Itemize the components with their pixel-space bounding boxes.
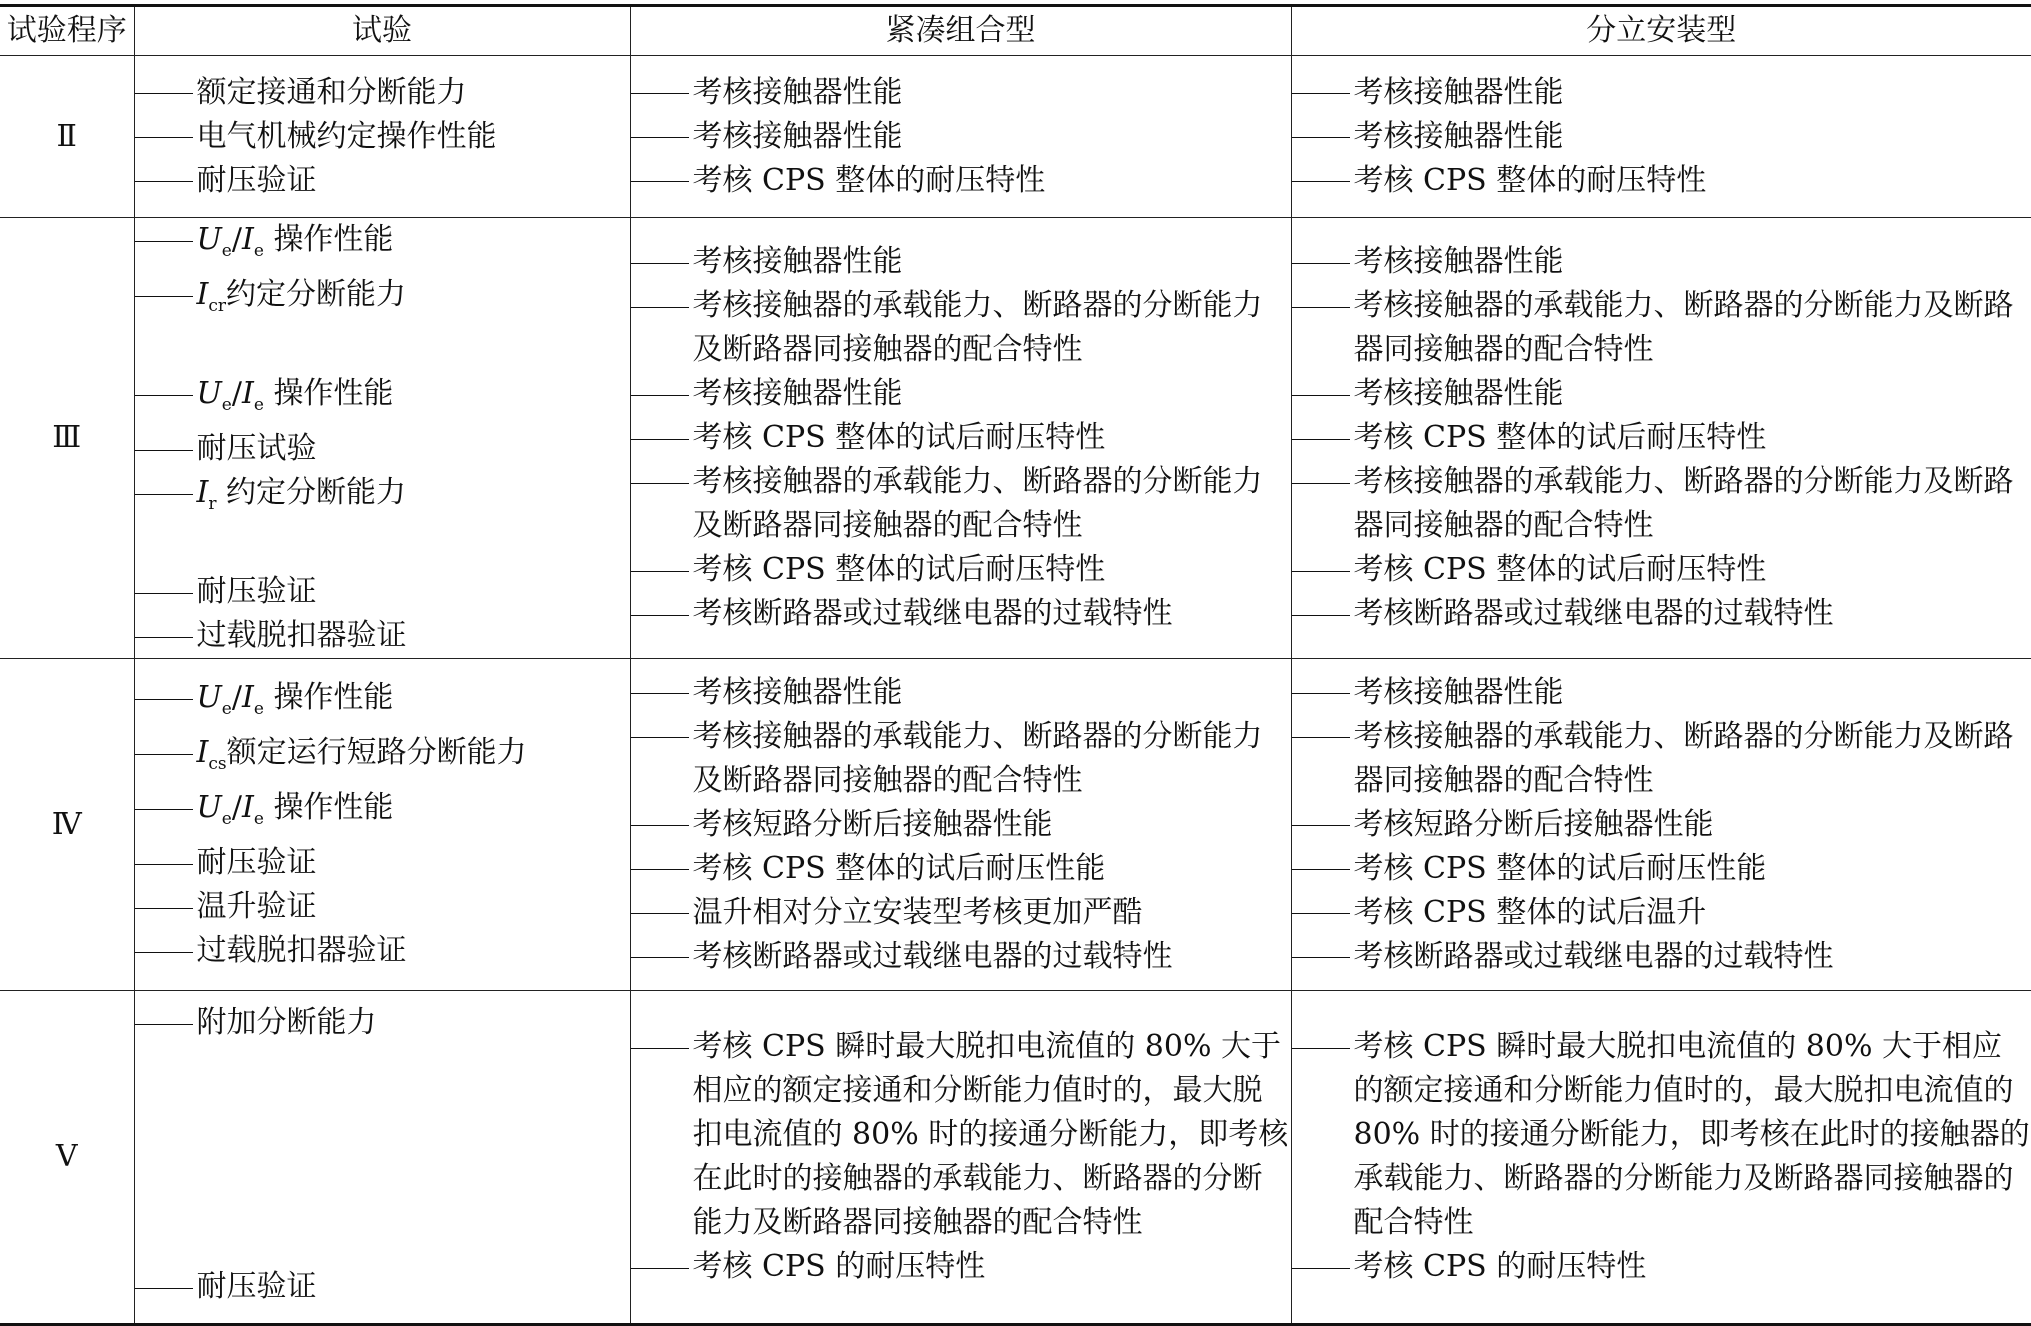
test-item: 电气机械约定操作性能 [135,115,630,159]
separate-item: 考核 CPS 整体的耐压特性 [1292,159,2031,203]
procedure-cell: Ⅳ [0,659,134,991]
dash-mark [135,372,197,416]
test-item: $I_{cs}$额定运行短路分断能力 [135,731,630,786]
test-item: 耐压验证 [135,570,630,614]
dash-mark [1292,284,1354,328]
table-row [0,56,2031,218]
dash-mark [1292,935,1354,979]
dash-mark [135,273,197,317]
dash-mark [135,471,197,515]
compact-item: 考核接触器性能 [631,71,1291,115]
dash-mark [631,372,693,416]
test-item: 耐压验证 [135,841,630,885]
dash-mark [631,715,693,759]
dash-mark [631,240,693,284]
dash-mark [1292,891,1354,935]
dash-mark [135,218,197,262]
separate-item: 考核接触器的承载能力、断路器的分断能力及断路器同接触器的配合特性 [1292,460,2031,548]
separate-item: 考核接触器的承载能力、断路器的分断能力及断路器同接触器的配合特性 [1292,715,2031,803]
test-item: 耐压验证 [135,1265,630,1309]
separate-item: 考核断路器或过载继电器的过载特性 [1292,592,2031,636]
dash-mark [631,460,693,504]
tests-cell [134,991,630,1325]
compact-item: 考核 CPS 整体的试后耐压特性 [631,416,1291,460]
dash-mark [631,935,693,979]
dash-mark [135,885,197,929]
header-separate: 分立安装型 [1291,6,2031,56]
dash-mark [1292,803,1354,847]
test-item: 耐压试验 [135,427,630,471]
compact-item: 考核接触器的承载能力、断路器的分断能力及断路器同接触器的配合特性 [631,284,1291,372]
dash-mark [135,1001,197,1045]
test-item: $U_e/I_e$ 操作性能 [135,372,630,427]
header-procedure: 试验程序 [0,6,134,56]
test-item: 附加分断能力 [135,1001,630,1045]
dash-mark [631,159,693,203]
table-row [0,659,2031,991]
compact-item: 考核 CPS 的耐压特性 [631,1245,1291,1289]
procedure-cell: Ⅱ [0,56,134,218]
test-item: 耐压验证 [135,159,630,203]
compact-item: 考核接触器性能 [631,671,1291,715]
test-item: $U_e/I_e$ 操作性能 [135,676,630,731]
test-item: 过载脱扣器验证 [135,614,630,658]
table-row [0,991,2031,1325]
dash-mark [1292,460,1354,504]
compact-item: 考核接触器的承载能力、断路器的分断能力及断路器同接触器的配合特性 [631,460,1291,548]
dash-mark [631,891,693,935]
dash-mark [1292,548,1354,592]
compact-cell [630,218,1291,659]
separate-cell [1291,659,2031,991]
dash-mark [631,1025,693,1069]
dash-mark [1292,115,1354,159]
dash-mark [1292,71,1354,115]
dash-mark [1292,240,1354,284]
test-item: $I_r$ 约定分断能力 [135,471,630,526]
compact-item: 考核 CPS 整体的试后耐压特性 [631,548,1291,592]
compact-cell [630,659,1291,991]
dash-mark [135,614,197,658]
dash-mark [631,847,693,891]
test-item: $I_{cr}$约定分断能力 [135,273,630,328]
dash-mark [135,929,197,973]
compact-cell [630,991,1291,1325]
separate-item: 考核 CPS 整体的试后耐压性能 [1292,847,2031,891]
dash-mark [135,71,197,115]
dash-mark [135,841,197,885]
dash-mark [135,159,197,203]
header-row [0,6,2031,56]
dash-mark [1292,1025,1354,1069]
tests-cell [134,218,630,659]
compact-item: 考核接触器性能 [631,372,1291,416]
dash-mark [1292,715,1354,759]
compact-item: 考核接触器性能 [631,115,1291,159]
dash-mark [631,1245,693,1289]
compact-item: 考核 CPS 整体的试后耐压性能 [631,847,1291,891]
separate-item: 考核断路器或过载继电器的过载特性 [1292,935,2031,979]
dash-mark [631,416,693,460]
cps-test-table [0,4,2031,1326]
compact-item: 考核短路分断后接触器性能 [631,803,1291,847]
dash-mark [135,1265,197,1309]
separate-item: 考核 CPS 整体的试后温升 [1292,891,2031,935]
dash-mark [631,671,693,715]
separate-cell [1291,218,2031,659]
separate-cell [1291,991,2031,1325]
compact-item: 温升相对分立安装型考核更加严酷 [631,891,1291,935]
dash-mark [1292,416,1354,460]
dash-mark [1292,592,1354,636]
separate-item: 考核接触器性能 [1292,71,2031,115]
separate-item: 考核接触器性能 [1292,372,2031,416]
dash-mark [135,427,197,471]
compact-cell [630,56,1291,218]
procedure-cell: Ⅴ [0,991,134,1325]
dash-mark [1292,372,1354,416]
test-item: 额定接通和分断能力 [135,71,630,115]
separate-item: 考核 CPS 的耐压特性 [1292,1245,2031,1289]
dash-mark [631,803,693,847]
test-item: 过载脱扣器验证 [135,929,630,973]
test-item: $U_e/I_e$ 操作性能 [135,786,630,841]
separate-item: 考核接触器的承载能力、断路器的分断能力及断路器同接触器的配合特性 [1292,284,2031,372]
header-test: 试验 [134,6,630,56]
separate-item: 考核接触器性能 [1292,671,2031,715]
test-item: $U_e/I_e$ 操作性能 [135,218,630,273]
test-item: 温升验证 [135,885,630,929]
dash-mark [135,570,197,614]
dash-mark [631,548,693,592]
dash-mark [1292,671,1354,715]
dash-mark [1292,847,1354,891]
dash-mark [135,731,197,775]
dash-mark [631,284,693,328]
separate-item: 考核短路分断后接触器性能 [1292,803,2031,847]
dash-mark [1292,1245,1354,1289]
dash-mark [135,115,197,159]
compact-item: 考核 CPS 瞬时最大脱扣电流值的 80% 大于相应的额定接通和分断能力值时的，最大脱扣电流值的 80% 时的接通分断能力，即考核在此时的接触器的承载能力、断路器的分断能力及断路器同接触器的配合特性 [631,1025,1291,1245]
compact-item: 考核接触器的承载能力、断路器的分断能力及断路器同接触器的配合特性 [631,715,1291,803]
separate-item: 考核 CPS 瞬时最大脱扣电流值的 80% 大于相应的额定接通和分断能力值时的，最大脱扣电流值的 80% 时的接通分断能力，即考核在此时的接触器的承载能力、断路器的分断能力及断路器同接触器的配合特性 [1292,1025,2031,1245]
compact-item: 考核接触器性能 [631,240,1291,284]
separate-item: 考核 CPS 整体的试后耐压特性 [1292,416,2031,460]
header-compact: 紧凑组合型 [630,6,1291,56]
dash-mark [1292,159,1354,203]
separate-item: 考核接触器性能 [1292,240,2031,284]
table-row [0,218,2031,659]
compact-item: 考核 CPS 整体的耐压特性 [631,159,1291,203]
procedure-cell: Ⅲ [0,218,134,659]
dash-mark [135,676,197,720]
dash-mark [631,592,693,636]
dash-mark [631,71,693,115]
dash-mark [631,115,693,159]
dash-mark [135,786,197,830]
compact-item: 考核断路器或过载继电器的过载特性 [631,935,1291,979]
tests-cell [134,659,630,991]
separate-item: 考核接触器性能 [1292,115,2031,159]
separate-cell [1291,56,2031,218]
compact-item: 考核断路器或过载继电器的过载特性 [631,592,1291,636]
separate-item: 考核 CPS 整体的试后耐压特性 [1292,548,2031,592]
tests-cell [134,56,630,218]
